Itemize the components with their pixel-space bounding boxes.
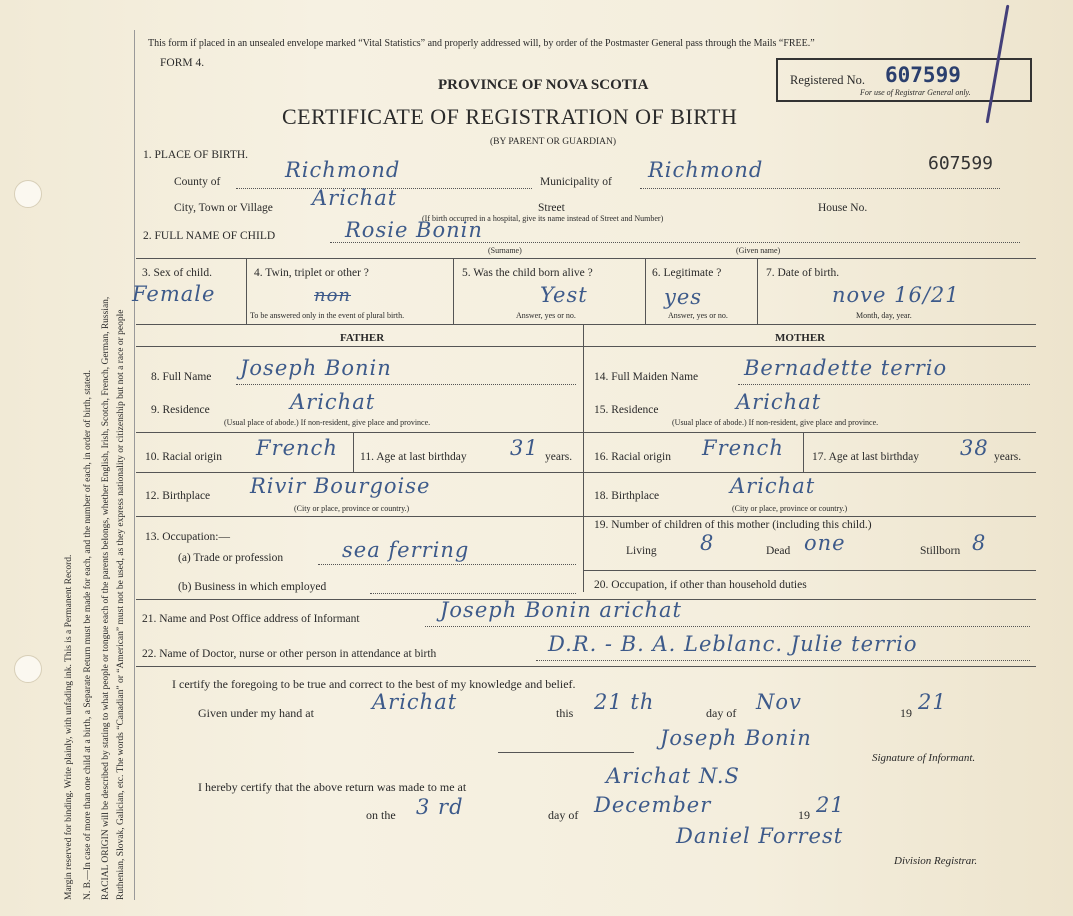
twin-value: non bbox=[314, 285, 352, 306]
margin-divider bbox=[134, 30, 135, 900]
doctor-value: D.R. - B. A. Leblanc. Julie terrio bbox=[548, 632, 918, 656]
col-divider bbox=[757, 258, 758, 324]
row-divider bbox=[136, 516, 1036, 517]
form-number: FORM 4. bbox=[160, 57, 205, 69]
mother-maiden-value: Bernadette terrio bbox=[744, 356, 948, 380]
trade-label: (a) Trade or profession bbox=[178, 552, 284, 564]
father-heading: FATHER bbox=[340, 332, 385, 344]
trade-line bbox=[318, 564, 576, 565]
margin-note: Ruthenian, Slovak, Galician, etc. The words “Canadian” or “American” must not be used, as they express nationality or citizenship but not a race or people bbox=[116, 309, 126, 900]
father-residence-label: 9. Residence bbox=[151, 404, 210, 416]
registrar-statement: I hereby certify that the above return was made to me at bbox=[198, 780, 467, 794]
this-label: this bbox=[556, 706, 574, 720]
registrar-year-value: 21 bbox=[816, 793, 845, 817]
row-divider bbox=[136, 258, 1036, 259]
father-fullname-value: Joseph Bonin bbox=[240, 356, 392, 380]
father-age-label: 11. Age at last birthday bbox=[360, 451, 467, 463]
binder-hole bbox=[14, 180, 42, 208]
registrar-signature: Daniel Forrest bbox=[676, 824, 844, 848]
dead-label: Dead bbox=[766, 545, 791, 557]
legitimate-value: yes bbox=[664, 285, 703, 309]
col-divider bbox=[803, 432, 804, 472]
father-age-unit: years. bbox=[545, 451, 573, 463]
dead-value: one bbox=[804, 531, 846, 555]
alive-note: Answer, yes or no. bbox=[516, 311, 576, 320]
row-divider bbox=[136, 472, 1036, 473]
registrar-only-note: For use of Registrar General only. bbox=[860, 88, 971, 97]
informant-signature: Joseph Bonin bbox=[660, 726, 812, 750]
certify-statement: I certify the foregoing to be true and correct to the best of my knowledge and belief. bbox=[172, 677, 576, 691]
registrar-signature-label: Division Registrar. bbox=[894, 855, 978, 867]
mother-age-value: 38 bbox=[960, 436, 989, 460]
dob-label: 7. Date of birth. bbox=[766, 267, 840, 279]
row-divider bbox=[136, 346, 1036, 347]
stamp-number: 607599 bbox=[928, 153, 994, 174]
county-label: County of bbox=[174, 176, 221, 188]
surname-note: (Surname) bbox=[488, 246, 522, 255]
alive-value: Yest bbox=[540, 283, 588, 307]
certificate-subtitle: (BY PARENT OR GUARDIAN) bbox=[490, 137, 617, 147]
municipality-line bbox=[640, 188, 1000, 189]
dob-value: nove 16/21 bbox=[832, 283, 960, 307]
street-label: Street bbox=[538, 202, 565, 214]
father-racial-value: French bbox=[256, 436, 338, 460]
trade-value: sea ferring bbox=[342, 538, 470, 562]
child-name-value: Rosie Bonin bbox=[345, 218, 483, 242]
mother-age-label: 17. Age at last birthday bbox=[812, 451, 919, 463]
registered-number: 607599 bbox=[885, 63, 961, 87]
mother-name-line bbox=[738, 384, 1030, 385]
mother-age-unit: years. bbox=[994, 451, 1022, 463]
municipality-label: Municipality of bbox=[540, 176, 612, 188]
informant-value: Joseph Bonin arichat bbox=[440, 598, 682, 622]
father-birthplace-value: Rivir Bourgoise bbox=[250, 474, 431, 498]
col-divider bbox=[453, 258, 454, 324]
mailing-notice: This form if placed in an unsealed envelope marked “Vital Statistics” and properly addressed will, by order of the Postmaster General pass through the Mails “FREE.” bbox=[148, 38, 815, 49]
legitimate-note: Answer, yes or no. bbox=[668, 311, 728, 320]
signature-line bbox=[498, 752, 634, 753]
given-name-note: (Given name) bbox=[736, 246, 781, 255]
father-birthplace-label: 12. Birthplace bbox=[145, 490, 211, 502]
margin-note: RACIAL ORIGIN will be described by stating to what people or tongue each of the parents belongs, whether English, Irish, Scotch, French, German, Russian, bbox=[101, 296, 111, 900]
alive-label: 5. Was the child born alive ? bbox=[462, 267, 593, 279]
mother-children-label: 19. Number of children of this mother (including this child.) bbox=[594, 519, 872, 531]
given-month-value: Nov bbox=[756, 690, 802, 714]
registrar-month-value: December bbox=[594, 793, 712, 817]
mother-birthplace-label: 18. Birthplace bbox=[594, 490, 660, 502]
legitimate-label: 6. Legitimate ? bbox=[652, 267, 722, 279]
registrar-place-value: Arichat N.S bbox=[606, 764, 740, 788]
doctor-label: 22. Name of Doctor, nurse or other person in attendance at birth bbox=[142, 648, 437, 660]
mother-heading: MOTHER bbox=[775, 332, 826, 344]
registered-label: Registered No. bbox=[790, 73, 865, 87]
place-of-birth-label: 1. PLACE OF BIRTH. bbox=[143, 149, 249, 161]
mother-racial-label: 16. Racial origin bbox=[594, 451, 671, 463]
municipality-value: Richmond bbox=[648, 158, 764, 182]
father-name-line bbox=[236, 384, 576, 385]
given-place-value: Arichat bbox=[372, 690, 458, 714]
living-label: Living bbox=[626, 545, 657, 557]
row-divider bbox=[136, 432, 1036, 433]
row-divider bbox=[136, 666, 1036, 667]
business-label: (b) Business in which employed bbox=[178, 581, 327, 593]
col-divider bbox=[246, 258, 247, 324]
street-note: (If birth occurred in a hospital, give its name instead of Street and Number) bbox=[422, 214, 664, 223]
city-label: City, Town or Village bbox=[174, 202, 273, 214]
twin-note: To be answered only in the event of plural birth. bbox=[250, 311, 405, 320]
given-year-value: 21 bbox=[918, 690, 947, 714]
dob-note: Month, day, year. bbox=[856, 311, 912, 320]
col-divider bbox=[645, 258, 646, 324]
father-racial-label: 10. Racial origin bbox=[145, 451, 222, 463]
mother-residence-value: Arichat bbox=[736, 390, 822, 414]
stillborn-value: 8 bbox=[972, 531, 987, 555]
child-name-label: 2. FULL NAME OF CHILD bbox=[143, 230, 276, 242]
given-label: Given under my hand at bbox=[198, 706, 314, 720]
father-residence-note: (Usual place of abode.) If non-resident, give place and province. bbox=[224, 418, 431, 427]
business-line bbox=[370, 593, 576, 594]
father-fullname-label: 8. Full Name bbox=[151, 371, 212, 383]
registrar-day-of-label: day of bbox=[548, 808, 579, 822]
day-of-label: day of bbox=[706, 706, 737, 720]
registrar-year-prefix: 19 bbox=[798, 808, 810, 822]
parents-divider bbox=[583, 324, 584, 592]
father-age-value: 31 bbox=[510, 436, 539, 460]
father-birthplace-note: (City or place, province or country.) bbox=[294, 504, 410, 513]
informant-label: 21. Name and Post Office address of Informant bbox=[142, 613, 360, 625]
province-heading: PROVINCE OF NOVA SCOTIA bbox=[438, 77, 649, 93]
twin-label: 4. Twin, triplet or other ? bbox=[254, 267, 369, 279]
city-value: Arichat bbox=[312, 186, 398, 210]
mother-residence-note: (Usual place of abode.) If non-resident, give place and province. bbox=[672, 418, 879, 427]
margin-note: N. B.—In case of more than one child at a birth, a Separate Return must be made for each, and the number of each, in order of birth, stated. bbox=[83, 370, 93, 900]
row-divider bbox=[136, 324, 1036, 325]
informant-line bbox=[425, 626, 1030, 627]
child-name-line bbox=[330, 242, 1020, 243]
margin-note: Margin reserved for binding. Write plainly, with unfading ink. This is a Permanent Record. bbox=[64, 554, 74, 900]
mother-occupation-label: 20. Occupation, if other than household duties bbox=[594, 579, 807, 591]
col-divider bbox=[353, 432, 354, 472]
sex-label: 3. Sex of child. bbox=[142, 267, 212, 279]
father-residence-value: Arichat bbox=[290, 390, 376, 414]
binder-hole bbox=[14, 655, 42, 683]
mother-racial-value: French bbox=[702, 436, 784, 460]
stillborn-label: Stillborn bbox=[920, 545, 961, 557]
house-label: House No. bbox=[818, 202, 868, 214]
year-prefix: 19 bbox=[900, 706, 912, 720]
living-value: 8 bbox=[700, 531, 715, 555]
mother-birthplace-note: (City or place, province or country.) bbox=[732, 504, 848, 513]
on-the-label: on the bbox=[366, 808, 396, 822]
certificate-title: CERTIFICATE OF REGISTRATION OF BIRTH bbox=[282, 104, 738, 129]
occupation-label: 13. Occupation:— bbox=[145, 531, 230, 543]
county-value: Richmond bbox=[285, 158, 401, 182]
row-divider bbox=[583, 570, 1036, 571]
doctor-line bbox=[536, 660, 1030, 661]
mother-maiden-label: 14. Full Maiden Name bbox=[594, 371, 699, 383]
informant-signature-label: Signature of Informant. bbox=[872, 752, 976, 764]
sex-value: Female bbox=[132, 282, 216, 306]
mother-birthplace-value: Arichat bbox=[730, 474, 816, 498]
registrar-day-value: 3 rd bbox=[416, 795, 464, 819]
given-day-value: 21 th bbox=[594, 690, 655, 714]
mother-residence-label: 15. Residence bbox=[594, 404, 659, 416]
